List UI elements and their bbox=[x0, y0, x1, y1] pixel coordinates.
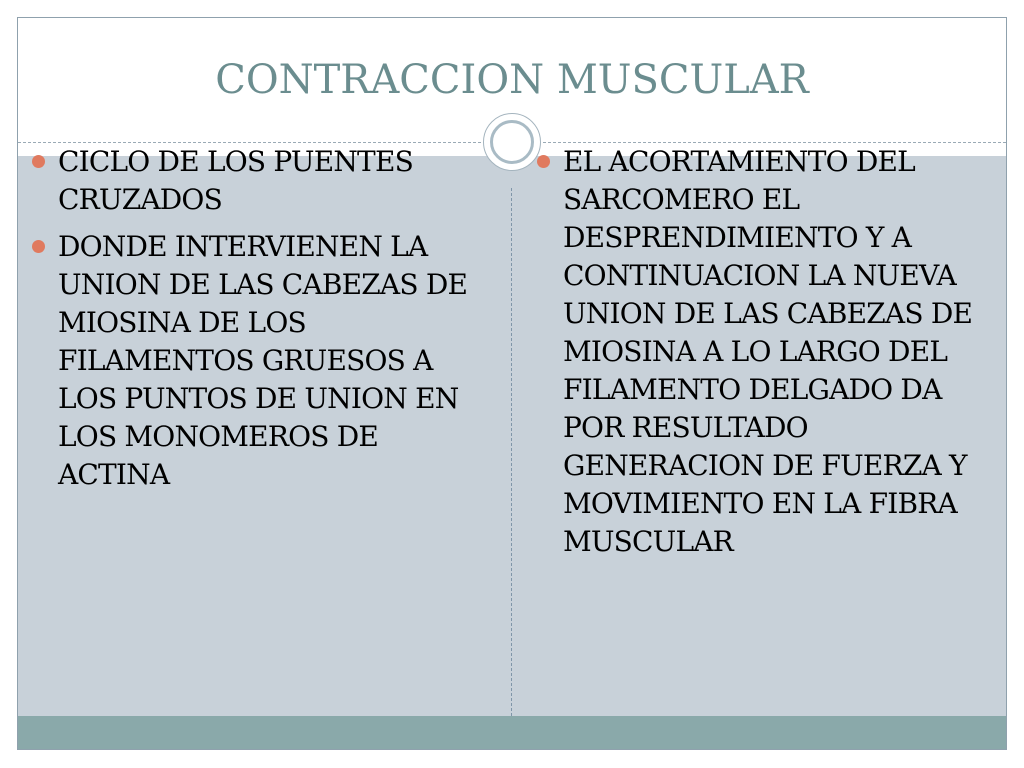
bullet-text: CICLO DE LOS PUENTES CRUZADOS bbox=[58, 145, 413, 216]
left-column bbox=[32, 143, 482, 503]
right-column bbox=[537, 143, 977, 570]
column-divider-line bbox=[511, 188, 512, 716]
bullet-icon bbox=[537, 155, 550, 168]
inner-ring-icon bbox=[490, 120, 534, 164]
bullet-icon bbox=[32, 240, 45, 253]
bullet-text: EL ACORTAMIENTO DEL SARCOMERO EL DESPRENDIMIENTO Y A CONTINUACION LA NUEVA UNION DE LAS CABEZAS DE MIOSINA A LO LARGO DEL FILAMENTO DELGADO DA POR RESULTADO GENERACION DE FUERZA Y MOVIMIENTO EN LA FIBRA MUSCULAR bbox=[563, 145, 973, 558]
footer-band bbox=[18, 716, 1006, 749]
ring-ornament-icon bbox=[483, 113, 541, 171]
list-item bbox=[32, 228, 482, 494]
list-item bbox=[537, 143, 977, 561]
bullet-text: DONDE INTERVIENEN LA UNION DE LAS CABEZAS DE MIOSINA DE LOS FILAMENTOS GRUESOS A LOS PUNTOS DE UNION EN LOS MONOMEROS DE ACTINA bbox=[58, 230, 468, 491]
slide-title: CONTRACCION MUSCULAR bbox=[215, 57, 809, 103]
list-item bbox=[32, 143, 482, 219]
bullet-icon bbox=[32, 155, 45, 168]
